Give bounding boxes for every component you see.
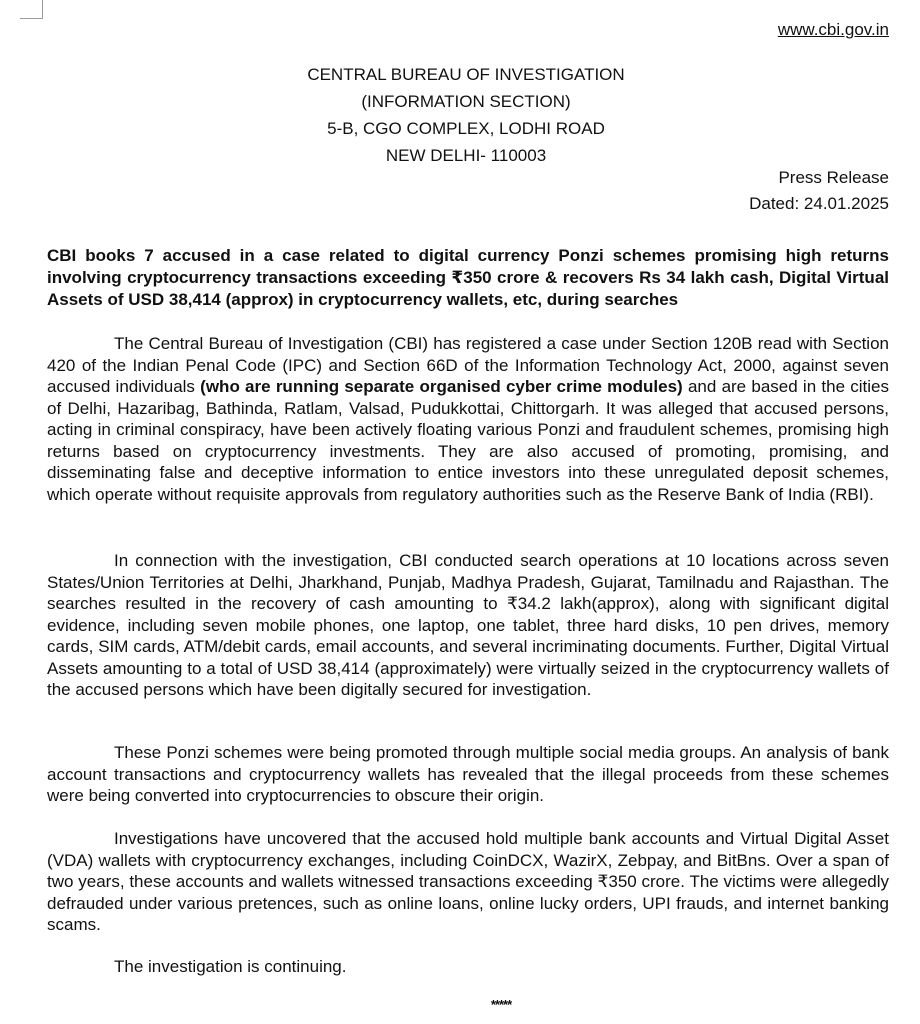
paragraph-1-text: The Central Bureau of Investigation (CBI) has registered a case under Section 120B read with Section 420 of the Indian Penal Code (IPC) and Section 66D of the Information Technology Act, 2000, against seven accused individuals [47,334,889,396]
paragraph-1 [47,333,889,505]
letterhead-section: (INFORMATION SECTION) [361,92,571,111]
paragraph-5: The investigation is continuing. [114,957,347,976]
paragraph-3: These Ponzi schemes were being promoted through multiple social media groups. An analysis of bank account transactions and cryptocurrency wallets has revealed that the illegal proceeds from these schemes were being converted into cryptocurrencies to obscure their origin. [47,743,889,805]
press-release-title: CBI books 7 accused in a case related to digital currency Ponzi schemes promising high returns involving cryptocurrency transactions exceeding ₹350 crore & recovers Rs 34 lakh cash, Digital Virtual Assets of USD 38,414 (approx) in cryptocurrency wallets, etc, during searches [47,246,889,309]
paragraph-2: In connection with the investigation, CBI conducted search operations at 10 locations across seven States/Union Territories at Delhi, Jharkhand, Punjab, Madhya Pradesh, Gujarat, Tamilnadu and Rajasthan. The searches resulted in the recovery of cash amounting to ₹34.2 lakh(approx), along with significant digital evidence, including seven mobile phones, one laptop, one tablet, three hard disks, 10 pen drives, memory cards, SIM cards, ATM/debit cards, email accounts, and several incriminating documents. Further, Digital Virtual Assets amounting to a total of USD 38,414 (approximately) were virtually seized in the cryptocurrency wallets of the accused persons which have been digitally secured for investigation. [47,551,889,699]
website-link[interactable]: www.cbi.gov.in [777,20,889,39]
release-info [749,165,889,217]
release-label: Press Release [778,168,889,187]
crop-mark [42,0,43,18]
release-date: Dated: 24.01.2025 [749,194,889,213]
paragraph-1-bold-text: (who are running separate organised cyber crime modules) [200,377,683,396]
letterhead-address: 5-B, CGO COMPLEX, LODHI ROAD [327,119,605,138]
end-marker: ***** [490,997,512,1012]
letterhead [0,61,920,169]
letterhead-city: NEW DELHI- 110003 [385,146,547,165]
letterhead-org: CENTRAL BUREAU OF INVESTIGATION [307,65,625,84]
crop-mark [20,18,43,19]
paragraph-4: Investigations have uncovered that the accused hold multiple bank accounts and Virtual Digital Asset (VDA) wallets with cryptocurrency exchanges, including CoinDCX, WazirX, Zebpay, and BitBns. Over a span of two years, these accounts and wallets witnessed transactions exceeding ₹350 crore. The victims were allegedly defrauded under various pretences, such as online loans, online lucky orders, UPI frauds, and internet banking scams. [47,829,889,934]
paragraph-1-text-cont: and are based in the cities of Delhi, Hazaribag, Bathinda, Ratlam, Valsad, Pudukkottai, Chittorgarh. It was alleged that accused persons, acting in criminal conspiracy, have been actively floating various Ponzi and fraudulent schemes, promising high returns based on cryptocurrency investments. They are also accused of promoting, promising, and disseminating false and deceptive information to entice investors into these unregulated deposit schemes, which operate without requisite approvals from regulatory authorities such as the Reserve Bank of India (RBI). [47,377,889,504]
